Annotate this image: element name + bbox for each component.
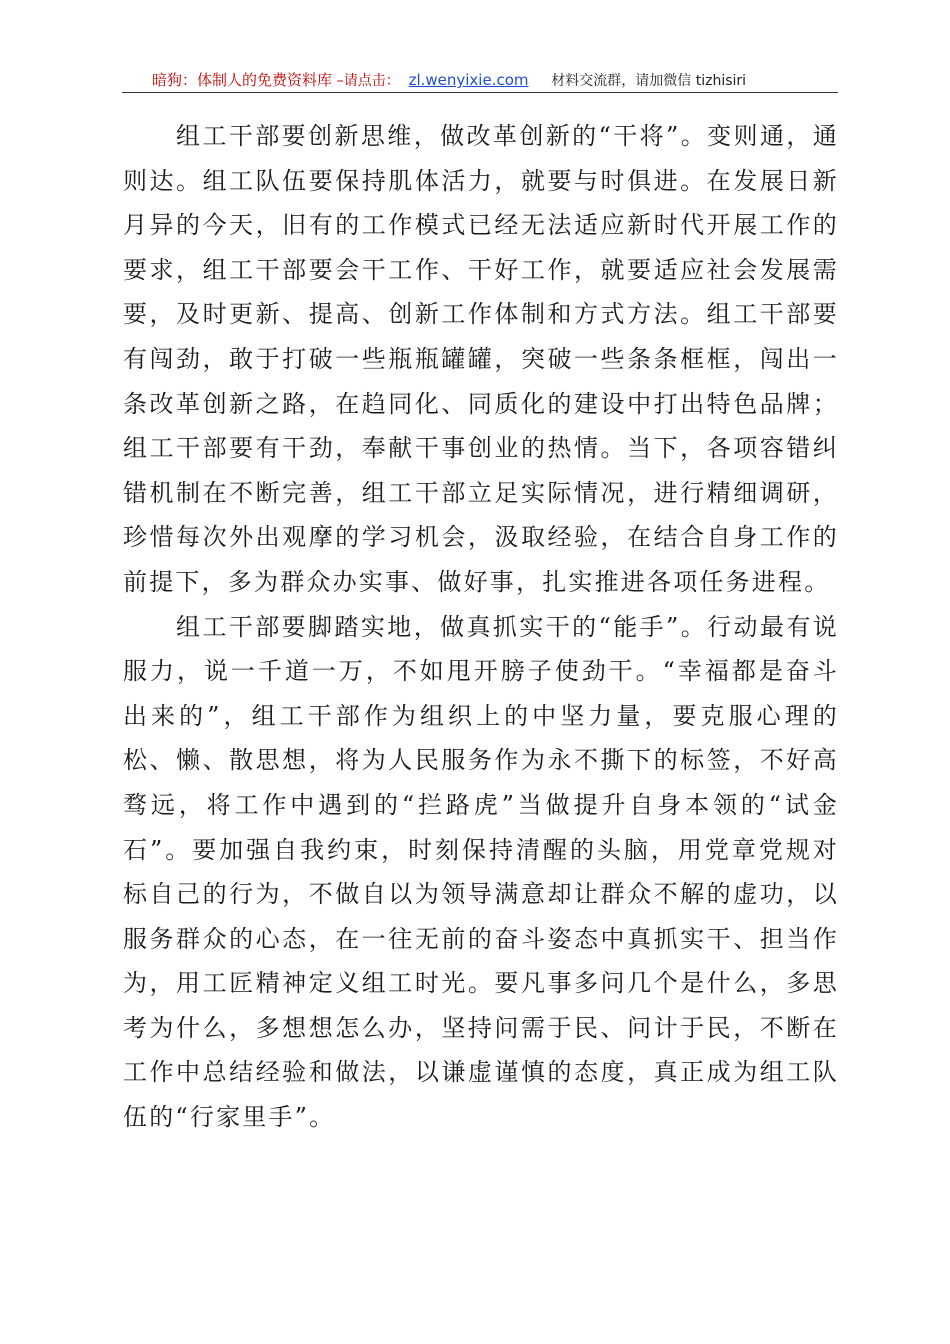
header-brand: 暗狗：体制人的免费资料库 (152, 71, 333, 89)
paragraph-2: 组工干部要脚踏实地，做真抓实干的“能手”。行动最有说服力，说一千道一万，不如甩开膀子使劲干。“幸福都是奋斗出来的”，组工干部作为组织上的中坚力量，要克服心理的松、懒、散思想，将为人民服务作为永不撕下的标签，不好高骛远，将工作中遇到的“拦路虎”当做提升自身本领的“试金石”。要加强自我约束，时刻保持清醒的头脑，用党章党规对标自己的行为，不做自以为领导满意却让群众不解的虚功，以服务群众的心态，在一往无前的奋斗姿态中真抓实干、担当作为，用工匠精神定义组工时光。要凡事多问几个是什么，多思考为什么，多想想怎么办，坚持问需于民、问计于民，不断在工作中总结经验和做法，以谦虚谨慎的态度，真正成为组工队伍的“行家里手”。 (123, 612, 839, 1132)
header-link[interactable]: zl.wenyixie.com (408, 71, 529, 89)
document-body (123, 114, 839, 1140)
paragraph-1: 组工干部要创新思维，做改革创新的“干将”。变则通，通则达。组工队伍要保持肌体活力，就要与时俱进。在发展日新月异的今天，旧有的工作模式已经无法适应新时代开展工作的要求，组工干部要会干工作、干好工作，就要适应社会发展需要，及时更新、提高、创新工作体制和方式方法。组工干部要有闯劲，敢于打破一些瓶瓶罐罐，突破一些条条框框，闯出一条改革创新之路，在趋同化、同质化的建设中打出特色品牌；组工干部要有干劲，奉献干事创业的热情。当下，各项容错纠错机制在不断完善，组工干部立足实际情况，进行精细调研，珍惜每次外出观摩的学习机会，汲取经验，在结合自身工作的前提下，多为群众办实事、做好事，扎实推进各项任务进程。 (123, 122, 839, 596)
header-contact: 材料交流群，请加微信 tizhisiri (551, 73, 747, 89)
page-header (122, 68, 838, 93)
header-prompt: –请点击： (336, 73, 400, 89)
